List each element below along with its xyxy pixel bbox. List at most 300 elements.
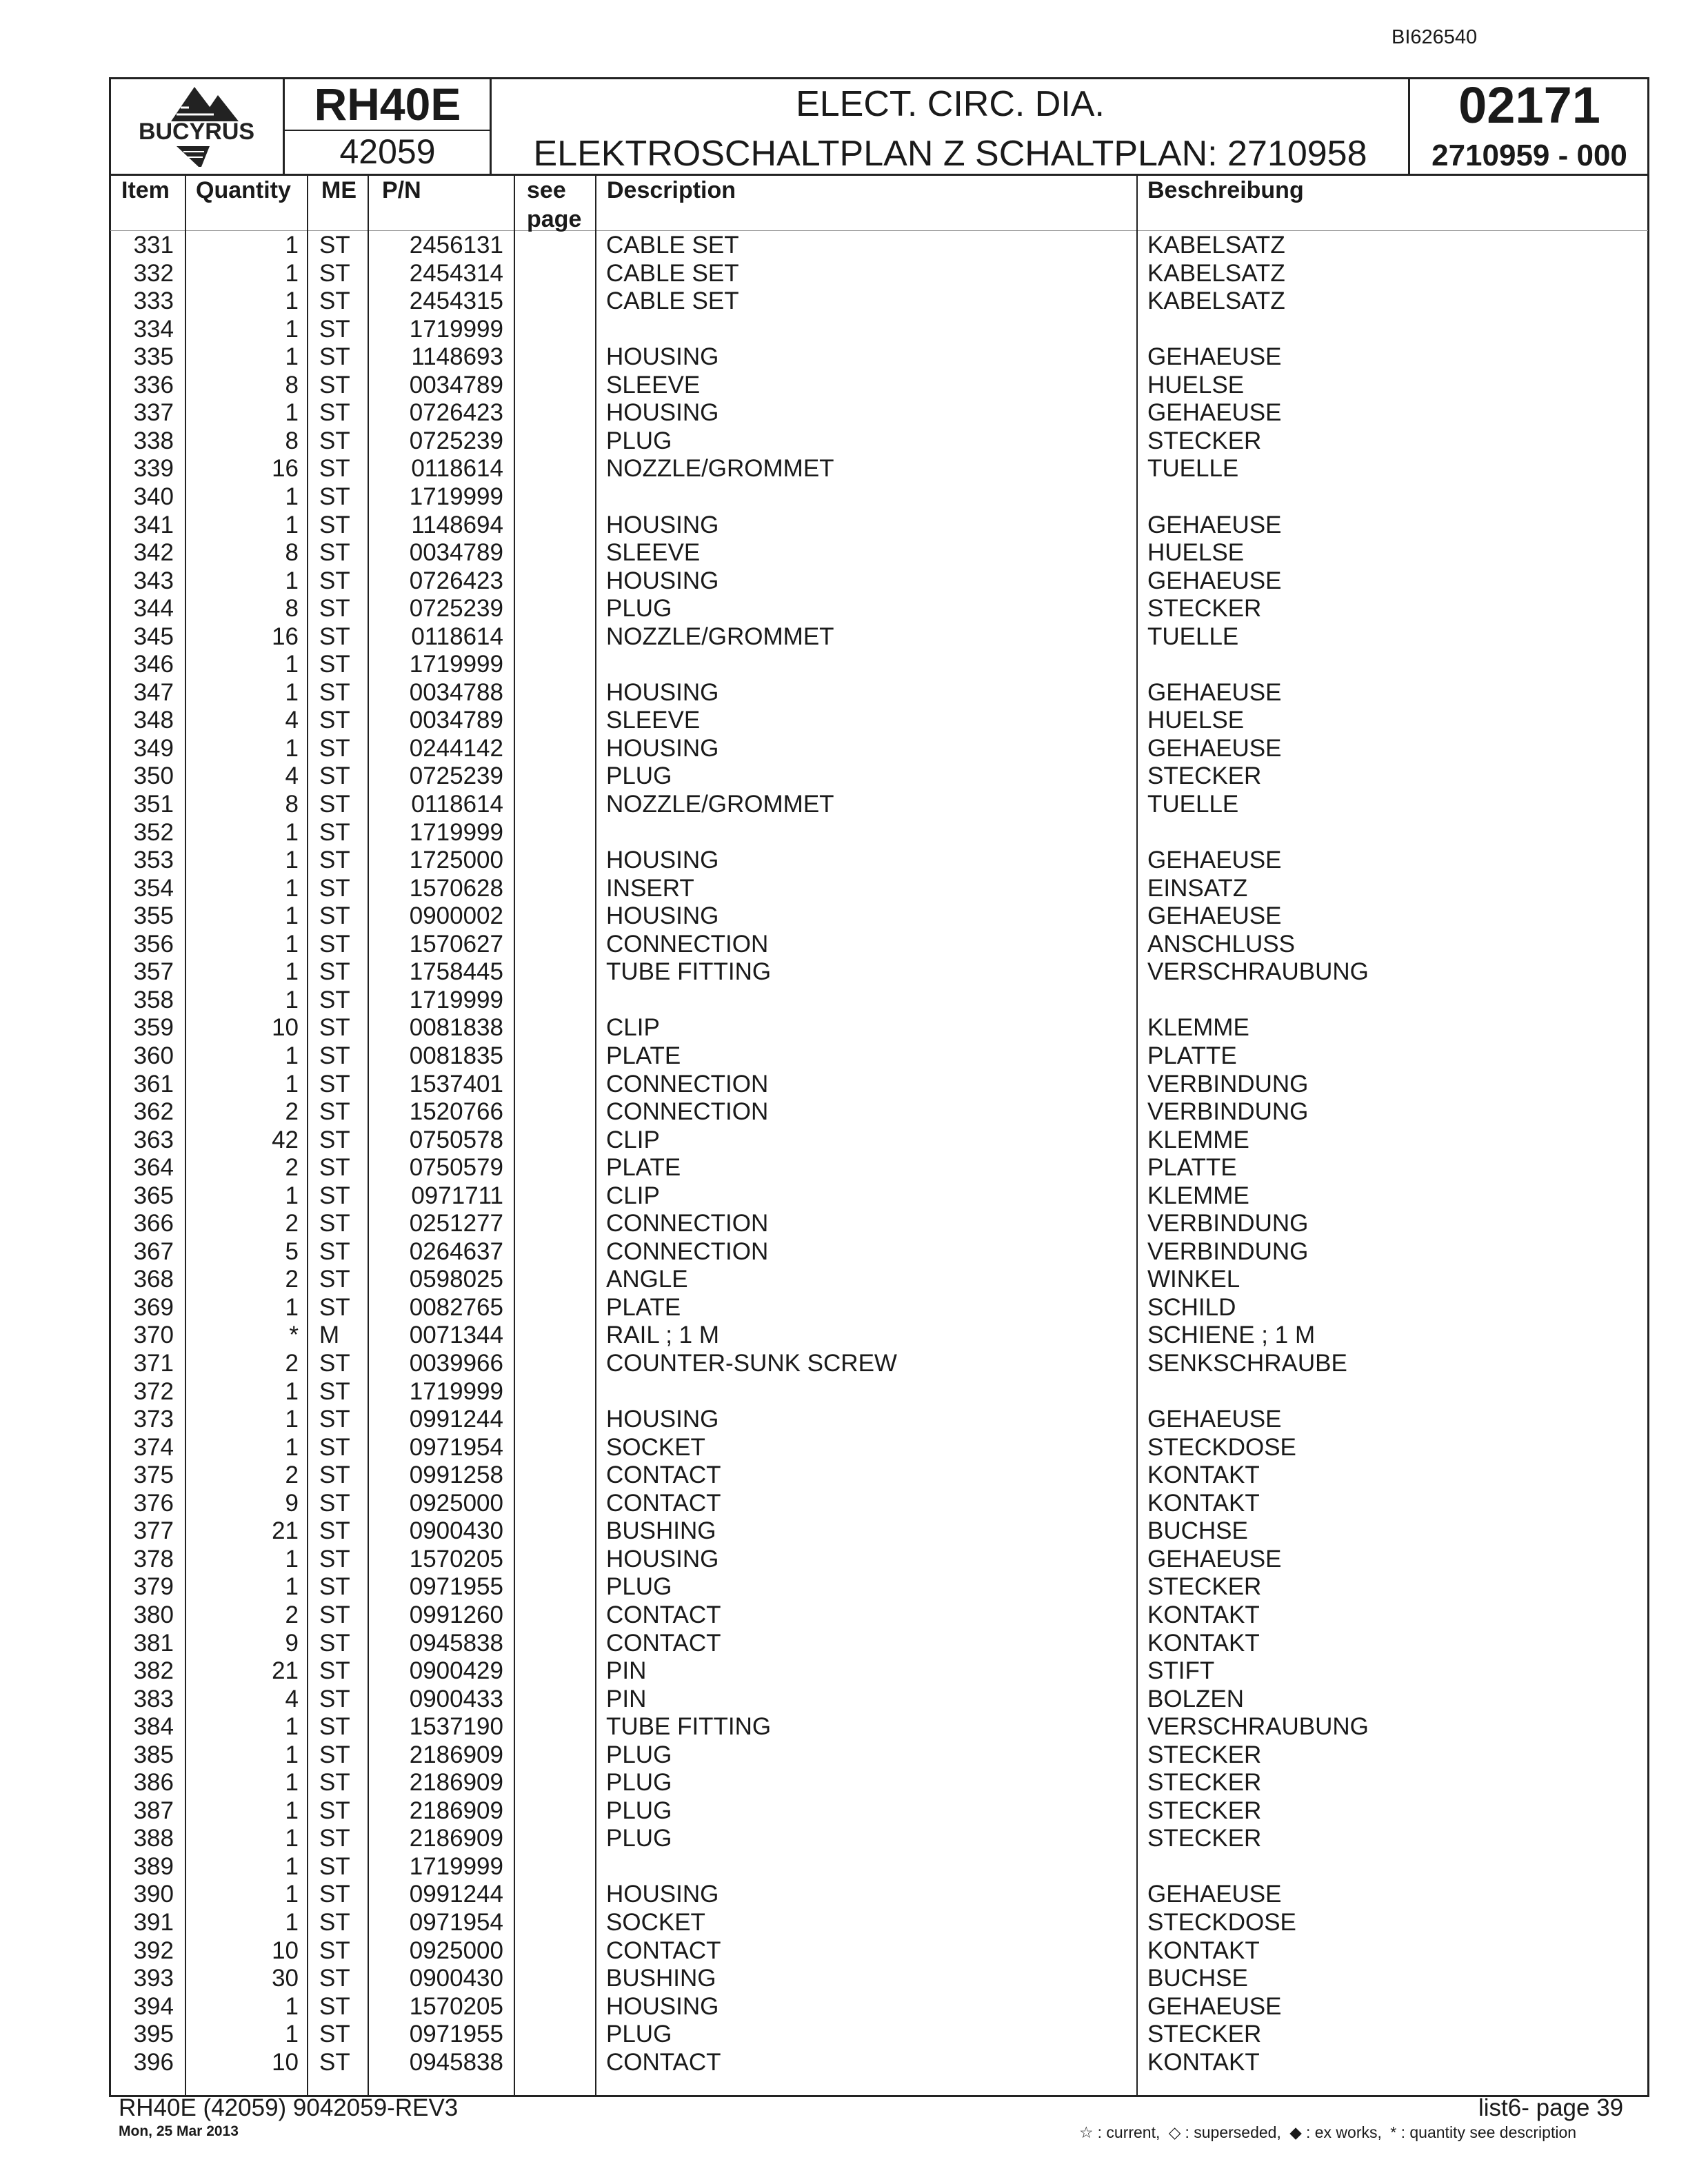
item-cell: 386 xyxy=(133,1769,174,1797)
description-cell: BUSHING xyxy=(606,1517,716,1545)
quantity-cell: 1 xyxy=(285,1797,299,1824)
beschreibung-cell: KONTAKT xyxy=(1147,1937,1260,1964)
description-cell: CONTACT xyxy=(606,1489,721,1517)
part-number-cell: 1570628 xyxy=(409,874,503,902)
item-cell: 367 xyxy=(133,1237,174,1265)
beschreibung-cell: STIFT xyxy=(1147,1657,1215,1685)
me-cell: ST xyxy=(319,1433,350,1461)
part-number-cell: 1148694 xyxy=(411,511,503,538)
description-cell: CONTACT xyxy=(606,1601,721,1628)
beschreibung-cell: KONTAKT xyxy=(1147,1489,1260,1517)
me-cell: ST xyxy=(319,232,350,259)
beschreibung-cell: STECKER xyxy=(1147,1797,1262,1824)
model-number: 42059 xyxy=(339,132,436,171)
quantity-cell: 1 xyxy=(285,958,299,986)
me-cell: ST xyxy=(319,455,350,483)
description-cell: SLEEVE xyxy=(606,371,701,398)
part-number-cell: 0118614 xyxy=(411,791,503,818)
table-row xyxy=(0,1713,1688,1741)
description-cell: RAIL ; 1 M xyxy=(606,1322,720,1349)
beschreibung-cell: GEHAEUSE xyxy=(1147,567,1282,594)
part-number-cell: 0900002 xyxy=(409,902,503,930)
table-row xyxy=(0,791,1688,819)
description-cell: CONNECTION xyxy=(606,1237,769,1265)
me-cell: ST xyxy=(319,1629,350,1657)
part-number-cell: 0991260 xyxy=(409,1601,503,1628)
beschreibung-cell: VERBINDUNG xyxy=(1147,1237,1309,1265)
beschreibung-cell: GEHAEUSE xyxy=(1147,734,1282,762)
item-cell: 338 xyxy=(133,427,174,454)
item-cell: 382 xyxy=(133,1657,174,1685)
item-cell: 356 xyxy=(133,930,174,958)
me-cell: ST xyxy=(319,1852,350,1880)
table-row xyxy=(0,232,1688,260)
part-number-cell: 1719999 xyxy=(409,651,503,678)
me-cell: ST xyxy=(319,343,350,371)
part-number-cell: 2454315 xyxy=(409,287,503,315)
quantity-cell: 1 xyxy=(285,818,299,846)
part-number-cell: 0034788 xyxy=(409,678,503,706)
logo-brand-text: BUCYRUS xyxy=(138,119,255,145)
quantity-cell: 2 xyxy=(285,1462,299,1489)
quantity-cell: 1 xyxy=(285,1377,299,1405)
table-row xyxy=(0,1350,1688,1378)
quantity-cell: 1 xyxy=(285,874,299,902)
part-number-cell: 1719999 xyxy=(409,483,503,510)
table-row xyxy=(0,679,1688,707)
part-number-cell: 0900429 xyxy=(409,1657,503,1685)
table-row xyxy=(0,2049,1688,2077)
part-number-cell: 0081835 xyxy=(409,1042,503,1069)
description-cell: HOUSING xyxy=(606,511,719,538)
item-cell: 393 xyxy=(133,1965,174,1992)
quantity-cell: 10 xyxy=(272,1014,299,1042)
beschreibung-cell: KABELSATZ xyxy=(1147,259,1285,287)
item-cell: 337 xyxy=(133,399,174,427)
item-cell: 380 xyxy=(133,1601,174,1628)
quantity-cell: 1 xyxy=(285,1881,299,1908)
description-cell: COUNTER-SUNK SCREW xyxy=(606,1350,897,1377)
item-cell: 335 xyxy=(133,343,174,371)
me-cell: ST xyxy=(319,315,350,343)
item-cell: 373 xyxy=(133,1406,174,1433)
item-cell: 332 xyxy=(133,259,174,287)
item-cell: 355 xyxy=(133,902,174,930)
quantity-cell: 1 xyxy=(285,1741,299,1768)
beschreibung-cell: GEHAEUSE xyxy=(1147,399,1282,427)
item-cell: 381 xyxy=(133,1629,174,1657)
part-number-cell: 0971955 xyxy=(409,1573,503,1601)
table-row xyxy=(0,1378,1688,1406)
me-cell: ST xyxy=(319,874,350,902)
column-header-underline xyxy=(110,230,1648,231)
description-cell: PIN xyxy=(606,1657,647,1685)
table-row xyxy=(0,343,1688,372)
description-cell: NOZZLE/GROMMET xyxy=(606,455,834,483)
me-cell: ST xyxy=(319,371,350,398)
part-number-cell: 0900430 xyxy=(409,1517,503,1545)
part-number-cell: 0726423 xyxy=(409,399,503,427)
part-number-cell: 0251277 xyxy=(409,1210,503,1237)
part-number-cell: 0750579 xyxy=(409,1154,503,1182)
part-number-cell: 0945838 xyxy=(409,2048,503,2076)
me-cell: ST xyxy=(319,902,350,930)
me-cell: ST xyxy=(319,818,350,846)
table-row xyxy=(0,819,1688,847)
part-number-cell: 0034789 xyxy=(409,371,503,398)
description-cell: PLATE xyxy=(606,1293,681,1321)
beschreibung-cell: HUELSE xyxy=(1147,371,1245,398)
table-row xyxy=(0,539,1688,567)
beschreibung-cell: STECKER xyxy=(1147,2021,1262,2048)
description-cell: CONTACT xyxy=(606,1629,721,1657)
table-row xyxy=(0,1546,1688,1574)
beschreibung-cell: WINKEL xyxy=(1147,1266,1240,1293)
me-cell: ST xyxy=(319,651,350,678)
table-row xyxy=(0,427,1688,456)
table-row xyxy=(0,931,1688,959)
me-cell: ST xyxy=(319,1657,350,1685)
me-cell: ST xyxy=(319,1545,350,1573)
col-header-pn: P/N xyxy=(382,177,421,203)
me-cell: ST xyxy=(319,1042,350,1069)
page-code: 02171 xyxy=(1458,77,1600,134)
beschreibung-cell: GEHAEUSE xyxy=(1147,343,1282,371)
description-cell: ANGLE xyxy=(606,1266,688,1293)
table-row xyxy=(0,287,1688,316)
description-cell: SOCKET xyxy=(606,1909,705,1936)
quantity-cell: 8 xyxy=(285,791,299,818)
me-cell: ST xyxy=(319,1377,350,1405)
item-cell: 352 xyxy=(133,818,174,846)
table-row xyxy=(0,847,1688,875)
table-row xyxy=(0,1573,1688,1601)
part-number-cell: 1570205 xyxy=(409,1992,503,2020)
me-cell: ST xyxy=(319,1573,350,1601)
me-cell: ST xyxy=(319,1713,350,1741)
description-cell: HOUSING xyxy=(606,1881,719,1908)
part-number-cell: 1719999 xyxy=(409,1377,503,1405)
table-row xyxy=(0,1294,1688,1322)
me-cell: ST xyxy=(319,1462,350,1489)
me-cell: ST xyxy=(319,2021,350,2048)
part-number-cell: 1725000 xyxy=(409,847,503,874)
table-row xyxy=(0,372,1688,400)
me-cell: ST xyxy=(319,930,350,958)
beschreibung-cell: STECKER xyxy=(1147,595,1262,623)
table-row xyxy=(0,1238,1688,1266)
table-row xyxy=(0,1965,1688,1993)
table-row xyxy=(0,1881,1688,1909)
part-number-cell: 0071344 xyxy=(409,1322,503,1349)
item-cell: 343 xyxy=(133,567,174,594)
col-header-quantity: Quantity xyxy=(196,177,291,203)
description-cell: NOZZLE/GROMMET xyxy=(606,623,834,650)
me-cell: ST xyxy=(319,1489,350,1517)
quantity-cell: 42 xyxy=(272,1126,299,1153)
description-cell: CLIP xyxy=(606,1182,660,1209)
table-row xyxy=(0,1630,1688,1658)
beschreibung-cell: PLATTE xyxy=(1147,1042,1237,1069)
item-cell: 379 xyxy=(133,1573,174,1601)
me-cell: ST xyxy=(319,734,350,762)
table-row xyxy=(0,1937,1688,1965)
beschreibung-cell: STECKER xyxy=(1147,1825,1262,1852)
quantity-cell: 2 xyxy=(285,1350,299,1377)
description-cell: HOUSING xyxy=(606,1406,719,1433)
description-cell: CONNECTION xyxy=(606,930,769,958)
me-cell: ST xyxy=(319,791,350,818)
part-number-cell: 0039966 xyxy=(409,1350,503,1377)
description-cell: CLIP xyxy=(606,1126,660,1153)
item-cell: 347 xyxy=(133,678,174,706)
me-cell: M xyxy=(319,1322,340,1349)
beschreibung-cell: HUELSE xyxy=(1147,707,1245,734)
item-cell: 384 xyxy=(133,1713,174,1741)
quantity-cell: 1 xyxy=(285,1042,299,1069)
quantity-cell: 1 xyxy=(285,1769,299,1797)
document-id: BI626540 xyxy=(1391,26,1478,48)
description-cell: BUSHING xyxy=(606,1965,716,1992)
item-cell: 341 xyxy=(133,511,174,538)
quantity-cell: 1 xyxy=(285,1992,299,2020)
quantity-cell: 1 xyxy=(285,986,299,1013)
beschreibung-cell: VERBINDUNG xyxy=(1147,1098,1309,1126)
table-row xyxy=(0,1769,1688,1797)
quantity-cell: 2 xyxy=(285,1601,299,1628)
item-cell: 365 xyxy=(133,1182,174,1209)
beschreibung-cell: KLEMME xyxy=(1147,1014,1249,1042)
part-number-cell: 0244142 xyxy=(409,734,503,762)
footer-page: list6- page 39 xyxy=(1478,2094,1624,2121)
item-cell: 385 xyxy=(133,1741,174,1768)
title-english: ELECT. CIRC. DIA. xyxy=(796,84,1105,124)
description-cell: CONTACT xyxy=(606,1462,721,1489)
quantity-cell: 1 xyxy=(285,1713,299,1741)
description-cell: NOZZLE/GROMMET xyxy=(606,791,834,818)
quantity-cell: 1 xyxy=(285,1545,299,1573)
table-row xyxy=(0,483,1688,512)
quantity-cell: 1 xyxy=(285,315,299,343)
beschreibung-cell: SENKSCHRAUBE xyxy=(1147,1350,1347,1377)
table-row xyxy=(0,1797,1688,1826)
quantity-cell: 1 xyxy=(285,1433,299,1461)
part-number-cell: 0264637 xyxy=(409,1237,503,1265)
table-row xyxy=(0,875,1688,903)
me-cell: ST xyxy=(319,707,350,734)
table-row xyxy=(0,316,1688,344)
table-row xyxy=(0,1601,1688,1630)
me-cell: ST xyxy=(319,1769,350,1797)
description-cell: TUBE FITTING xyxy=(606,1713,772,1741)
quantity-cell: 1 xyxy=(285,651,299,678)
item-cell: 375 xyxy=(133,1462,174,1489)
item-cell: 369 xyxy=(133,1293,174,1321)
beschreibung-cell: STECKER xyxy=(1147,762,1262,790)
table-row xyxy=(0,1517,1688,1546)
beschreibung-cell: VERSCHRAUBUNG xyxy=(1147,1713,1369,1741)
part-number-cell: 1719999 xyxy=(409,1852,503,1880)
table-row xyxy=(0,1182,1688,1211)
quantity-cell: 8 xyxy=(285,595,299,623)
beschreibung-cell: KLEMME xyxy=(1147,1126,1249,1153)
quantity-cell: 8 xyxy=(285,539,299,567)
beschreibung-cell: GEHAEUSE xyxy=(1147,847,1282,874)
me-cell: ST xyxy=(319,259,350,287)
description-cell: PLATE xyxy=(606,1154,681,1182)
description-cell: CABLE SET xyxy=(606,287,739,315)
quantity-cell: 1 xyxy=(285,567,299,594)
table-row xyxy=(0,987,1688,1015)
item-cell: 346 xyxy=(133,651,174,678)
table-row xyxy=(0,902,1688,931)
part-number-cell: 2186909 xyxy=(409,1741,503,1768)
quantity-cell: 1 xyxy=(285,1182,299,1209)
part-number-cell: 0925000 xyxy=(409,1937,503,1964)
table-row xyxy=(0,735,1688,763)
footer-legend xyxy=(1079,2123,1580,2142)
beschreibung-cell: EINSATZ xyxy=(1147,874,1248,902)
part-number-cell: 0971954 xyxy=(409,1909,503,1936)
part-number-cell: 1570205 xyxy=(409,1545,503,1573)
table-row xyxy=(0,1490,1688,1518)
quantity-cell: 1 xyxy=(285,259,299,287)
description-cell: HOUSING xyxy=(606,902,719,930)
part-number-cell: 0971955 xyxy=(409,2021,503,2048)
item-cell: 340 xyxy=(133,483,174,510)
bucyrus-logo xyxy=(117,80,276,172)
item-cell: 395 xyxy=(133,2021,174,2048)
item-cell: 350 xyxy=(133,762,174,790)
description-cell: PLUG xyxy=(606,427,672,454)
quantity-cell: 8 xyxy=(285,427,299,454)
description-cell: HOUSING xyxy=(606,1545,719,1573)
description-cell: PLUG xyxy=(606,1741,672,1768)
col-header-description: Description xyxy=(607,177,736,203)
me-cell: ST xyxy=(319,623,350,650)
table-row xyxy=(0,1406,1688,1434)
item-cell: 387 xyxy=(133,1797,174,1824)
item-cell: 394 xyxy=(133,1992,174,2020)
part-number-cell: 0971711 xyxy=(411,1182,503,1209)
item-cell: 363 xyxy=(133,1126,174,1153)
item-cell: 349 xyxy=(133,734,174,762)
quantity-cell: 1 xyxy=(285,287,299,315)
item-cell: 359 xyxy=(133,1014,174,1042)
legend-exworks: : ex works, xyxy=(1305,2123,1382,2141)
quantity-cell: 1 xyxy=(285,232,299,259)
quantity-cell: 21 xyxy=(272,1517,299,1545)
beschreibung-cell: ANSCHLUSS xyxy=(1147,930,1295,958)
description-cell: HOUSING xyxy=(606,343,719,371)
item-cell: 342 xyxy=(133,539,174,567)
part-number-cell: 0034789 xyxy=(409,707,503,734)
item-cell: 361 xyxy=(133,1070,174,1098)
item-cell: 378 xyxy=(133,1545,174,1573)
table-row xyxy=(0,762,1688,791)
quantity-cell: 1 xyxy=(285,847,299,874)
quantity-cell: 1 xyxy=(285,1852,299,1880)
me-cell: ST xyxy=(319,1685,350,1712)
description-cell: CONNECTION xyxy=(606,1098,769,1126)
part-number-cell: 0925000 xyxy=(409,1489,503,1517)
description-cell: SLEEVE xyxy=(606,539,701,567)
beschreibung-cell: VERBINDUNG xyxy=(1147,1210,1309,1237)
beschreibung-cell: KLEMME xyxy=(1147,1182,1249,1209)
me-cell: ST xyxy=(319,1098,350,1126)
part-number-cell: 0991244 xyxy=(409,1406,503,1433)
item-cell: 374 xyxy=(133,1433,174,1461)
quantity-cell: 1 xyxy=(285,1573,299,1601)
quantity-cell: 1 xyxy=(285,483,299,510)
description-cell: PLUG xyxy=(606,1797,672,1824)
description-cell: PIN xyxy=(606,1685,647,1712)
item-cell: 351 xyxy=(133,791,174,818)
me-cell: ST xyxy=(319,287,350,315)
table-row xyxy=(0,1853,1688,1881)
item-cell: 362 xyxy=(133,1098,174,1126)
part-number-cell: 2454314 xyxy=(409,259,503,287)
part-number-cell: 1570627 xyxy=(409,930,503,958)
me-cell: ST xyxy=(319,1182,350,1209)
quantity-cell: 4 xyxy=(285,762,299,790)
part-number-cell: 0971954 xyxy=(409,1433,503,1461)
part-number-cell: 2456131 xyxy=(409,232,503,259)
legend-quantity: * : quantity see description xyxy=(1390,2123,1577,2141)
table-row xyxy=(0,1210,1688,1238)
table-row xyxy=(0,1098,1688,1126)
footer-date: Mon, 25 Mar 2013 xyxy=(119,2123,239,2139)
table-row xyxy=(0,1126,1688,1155)
part-number-cell: 0118614 xyxy=(411,455,503,483)
description-cell: PLATE xyxy=(606,1042,681,1069)
beschreibung-cell: TUELLE xyxy=(1147,455,1239,483)
item-cell: 371 xyxy=(133,1350,174,1377)
table-row xyxy=(0,2021,1688,2049)
item-cell: 354 xyxy=(133,874,174,902)
beschreibung-cell: GEHAEUSE xyxy=(1147,678,1282,706)
table-row xyxy=(0,1071,1688,1099)
part-number-cell: 0725239 xyxy=(409,762,503,790)
me-cell: ST xyxy=(319,1014,350,1042)
description-cell: HOUSING xyxy=(606,678,719,706)
quantity-cell: 1 xyxy=(285,511,299,538)
beschreibung-cell: GEHAEUSE xyxy=(1147,1545,1282,1573)
quantity-cell: 1 xyxy=(285,1825,299,1852)
table-row xyxy=(0,707,1688,735)
table-row xyxy=(0,623,1688,651)
part-number-cell: 1537401 xyxy=(409,1070,503,1098)
part-number-cell: 2186909 xyxy=(409,1825,503,1852)
item-cell: 357 xyxy=(133,958,174,986)
item-cell: 358 xyxy=(133,986,174,1013)
item-cell: 370 xyxy=(133,1322,174,1349)
me-cell: ST xyxy=(319,1266,350,1293)
table-row xyxy=(0,1686,1688,1714)
beschreibung-cell: BOLZEN xyxy=(1147,1685,1245,1712)
quantity-cell: 1 xyxy=(285,1293,299,1321)
item-cell: 368 xyxy=(133,1266,174,1293)
table-row xyxy=(0,1266,1688,1294)
me-cell: ST xyxy=(319,399,350,427)
item-cell: 344 xyxy=(133,595,174,623)
item-cell: 383 xyxy=(133,1685,174,1712)
item-cell: 366 xyxy=(133,1210,174,1237)
item-cell: 360 xyxy=(133,1042,174,1069)
beschreibung-cell: SCHIENE ; 1 M xyxy=(1147,1322,1316,1349)
beschreibung-cell: HUELSE xyxy=(1147,539,1245,567)
table-row xyxy=(0,651,1688,679)
